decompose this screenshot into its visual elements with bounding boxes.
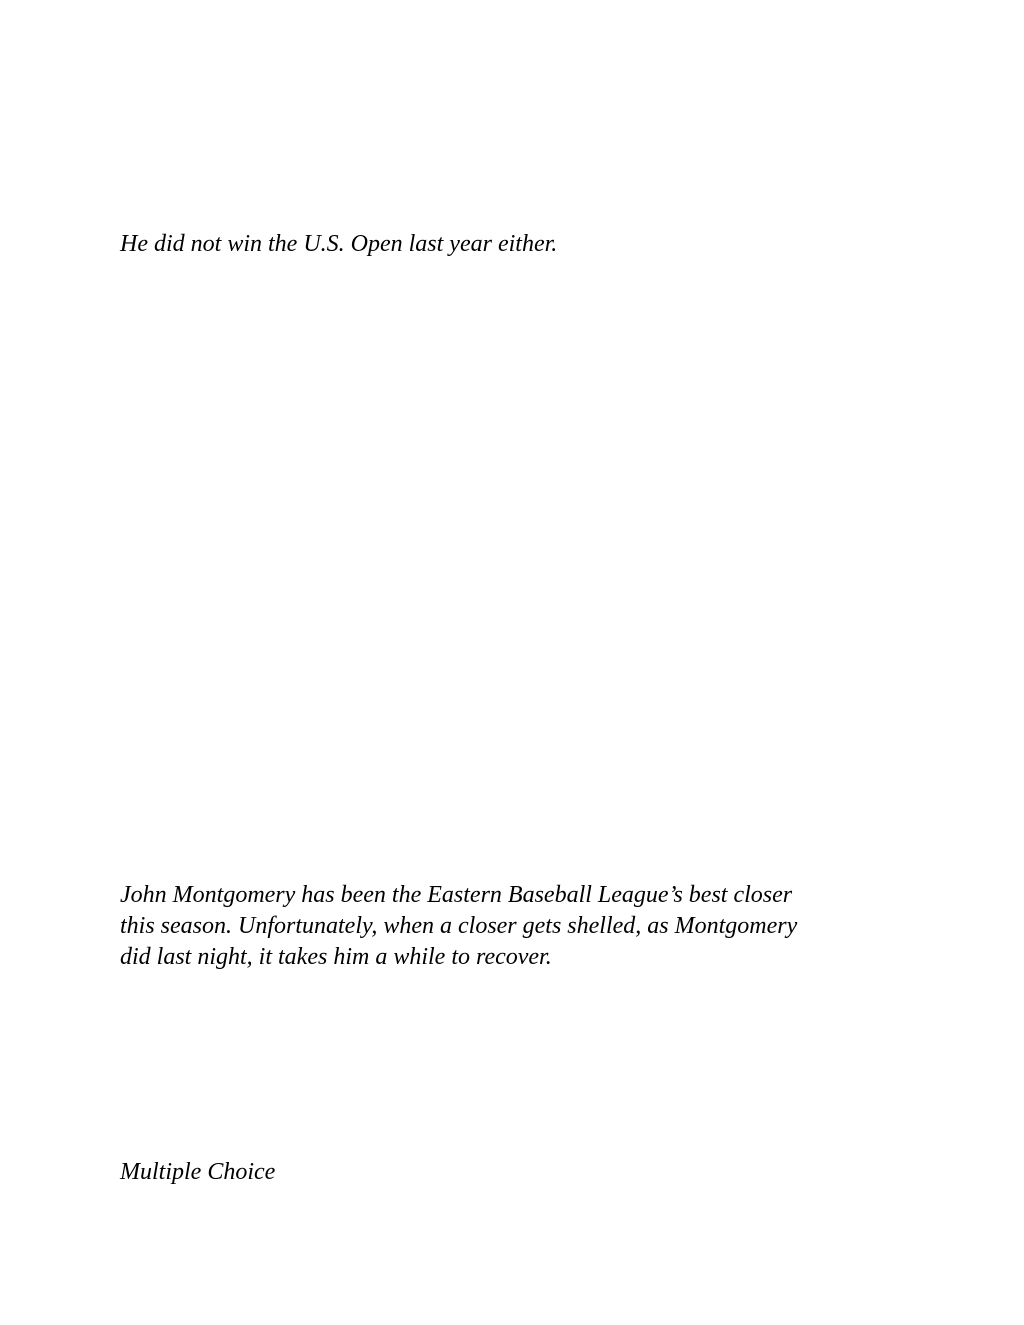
passage-line: did last night, it takes him a while to recover.	[120, 944, 552, 970]
passage-paragraph	[120, 880, 910, 973]
passage-line: John Montgomery has been the Eastern Baseball League’s best closer	[120, 882, 793, 908]
statement-paragraph: He did not win the U.S. Open last year either.	[120, 231, 558, 257]
passage-line: this season. Unfortunately, when a closer gets shelled, as Montgomery	[120, 913, 798, 939]
section-heading: Multiple Choice	[120, 1159, 276, 1185]
